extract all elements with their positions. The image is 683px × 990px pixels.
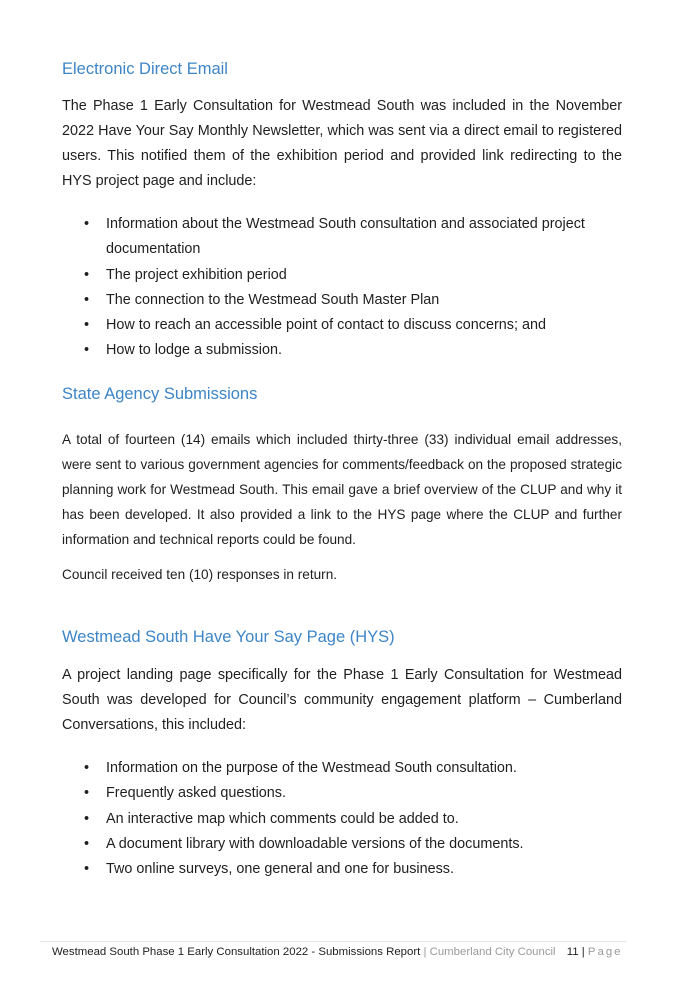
section-paragraph: The Phase 1 Early Consultation for Westmead South was included in the November 2022 Have Your Say Monthly Newsletter, which was sent via a direct email to registered users. This notified them of the exhibition period and provided link redirecting to the HYS project page and include:	[62, 98, 622, 189]
list-item: • Information on the purpose of the Westmead South consultation.	[62, 756, 622, 781]
list-item: • The connection to the Westmead South Master Plan	[62, 288, 622, 313]
footer-separator: |	[423, 946, 427, 958]
footer-organisation: Cumberland City Council	[429, 946, 556, 958]
footer-divider	[40, 941, 626, 942]
section-heading-have-your-say-page: Westmead South Have Your Say Page (HYS)	[62, 628, 395, 646]
footer-page-number: 11	[566, 946, 579, 958]
list-item: • The project exhibition period	[62, 263, 622, 288]
list-item: • An interactive map which comments could be added to.	[62, 807, 622, 832]
list-item: • Frequently asked questions.	[62, 781, 622, 806]
bullet-list	[62, 212, 622, 364]
section-paragraph: A project landing page specifically for the Phase 1 Early Consultation for Westmead South was developed for Council’s community engagement platform – Cumberland Conversations, this included:	[62, 667, 622, 733]
footer-page-label: Page	[587, 946, 623, 958]
list-item: • A document library with downloadable versions of the documents.	[62, 832, 622, 857]
list-item: • Information about the Westmead South consultation and associated project documentation	[62, 212, 622, 263]
section-paragraph: A total of fourteen (14) emails which included thirty-three (33) individual email addresses, were sent to various government agencies for comments/feedback on the proposed strategic planning work for Westmead South. This email gave a brief overview of the CLUP and why it has been developed. It also provided a link to the HYS page where the CLUP and further information and technical reports could be found.	[62, 432, 622, 547]
list-item: • How to lodge a submission.	[62, 338, 622, 363]
footer-page-separator: |	[581, 946, 585, 958]
section-heading-electronic-direct-email: Electronic Direct Email	[62, 60, 228, 78]
list-item: • How to reach an accessible point of contact to discuss concerns; and	[62, 313, 622, 338]
list-item: • Two online surveys, one general and one for business.	[62, 857, 622, 882]
section-paragraph: Council received ten (10) responses in return.	[62, 567, 338, 582]
bullet-list	[62, 756, 622, 882]
page-footer	[52, 944, 627, 960]
section-heading-state-agency-submissions: State Agency Submissions	[62, 385, 258, 403]
footer-report-title: Westmead South Phase 1 Early Consultation 2022 - Submissions Report	[52, 946, 421, 958]
